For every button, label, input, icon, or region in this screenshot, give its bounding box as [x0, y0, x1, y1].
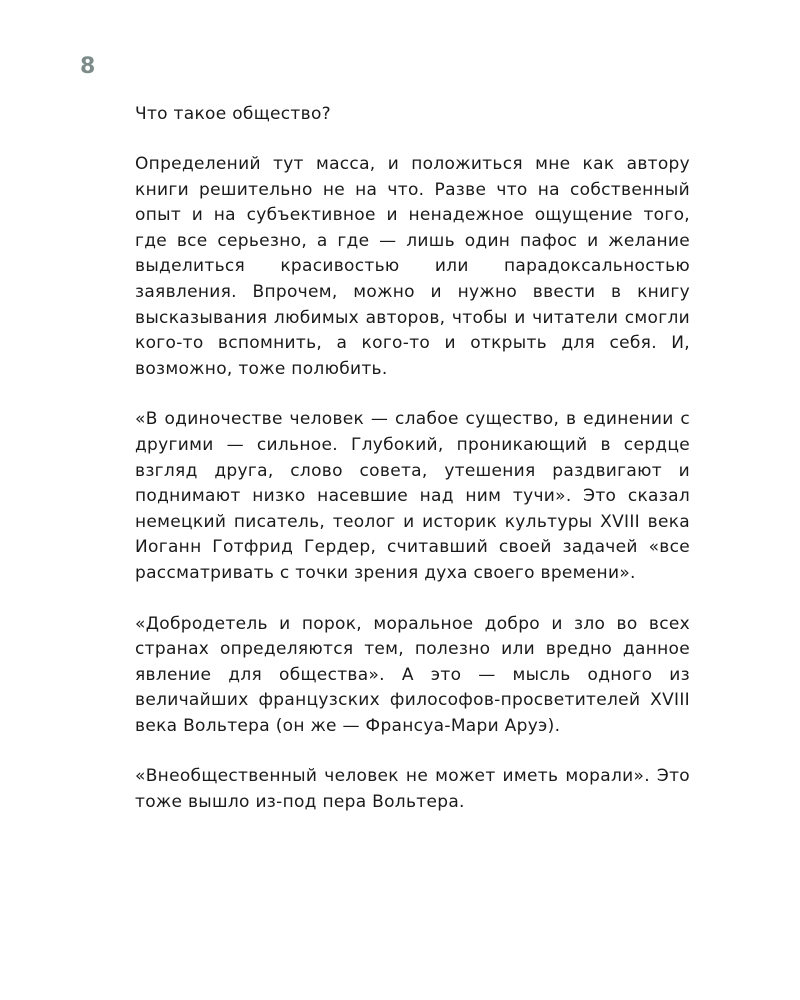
paragraph: «Внеобщественный человек не может иметь морали». Это тоже вышло из-под пера Вольтера.	[135, 766, 690, 813]
paragraph: «Добродетель и порок, моральное добро и зло во всех странах определяются тем, полезно или вредно данное явление для общества». А это — мысль одного из величайших французских философов-просветителей XVIII века Вольтера (он же — Франсуа-Мари Аруэ).	[135, 613, 690, 736]
article-body	[135, 102, 690, 841]
paragraph: Определений тут масса, и положиться мне как автору книги решительно не на что. Разве что на собственный опыт и на субъективное и ненадежное ощущение того, где все серьезно, а где — лишь один пафос и желание выделиться красивостью или парадоксальностью заявления. Впрочем, можно и нужно ввести в книгу высказывания любимых авторов, чтобы и читатели смогли кого-то вспомнить, а кого-то и открыть для себя. И, возможно, тоже полюбить.	[135, 154, 690, 379]
page-number: 8	[80, 54, 96, 79]
section-heading: Что такое общество?	[135, 104, 331, 124]
paragraph: «В одиночестве человек — слабое существо, в единении с другими — сильное. Глубокий, проникающий в сердце взгляд друга, слово совета, утешения раздвигают и поднимают низко насевшие над ним тучи». Это сказал немецкий писатель, теолог и историк культуры XVIII века Иоганн Готфрид Гердер, считавший своей задачей «все рассматривать с точки зрения духа своего времени».	[135, 409, 690, 583]
